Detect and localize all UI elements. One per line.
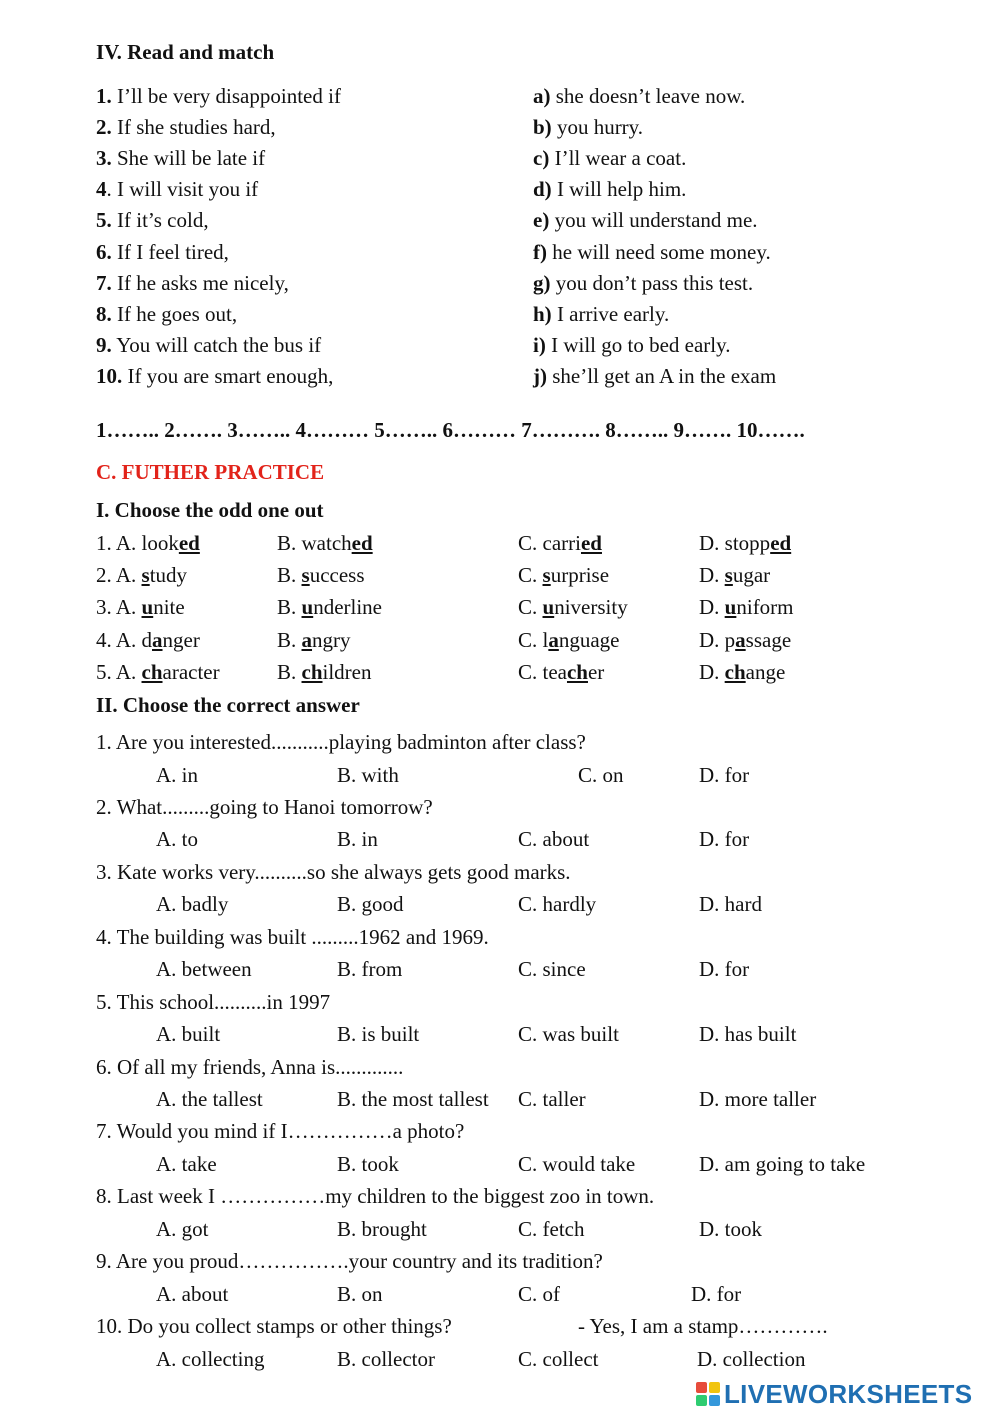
answer-option[interactable]: A. in — [156, 762, 198, 787]
answer-option[interactable]: C. of — [518, 1281, 560, 1306]
answer-option[interactable]: C. taller — [518, 1087, 586, 1111]
answer-option[interactable]: B. brought — [337, 1216, 427, 1241]
word-suffix: urprise — [550, 563, 610, 588]
word-prefix: D. — [699, 659, 725, 684]
word-prefix: C. tea — [518, 659, 567, 684]
word-prefix: B. — [277, 595, 302, 620]
answer-option[interactable]: B. on — [337, 1281, 383, 1306]
word-prefix: C. l — [518, 627, 549, 652]
odd-one-out-option — [518, 660, 604, 684]
answer-option[interactable]: B. good — [337, 892, 404, 917]
word-suffix: ildren — [322, 659, 372, 684]
answer-option[interactable]: C. since — [518, 957, 586, 982]
word-suffix: ssage — [745, 627, 792, 652]
word-suffix: ugar — [732, 563, 771, 588]
answer-option[interactable]: A. to — [156, 827, 198, 852]
item-letter: c) — [533, 146, 550, 171]
underlined-sound — [152, 628, 163, 652]
underlined-sound — [735, 628, 746, 652]
item-letter: f) — [533, 239, 547, 264]
item-number: 2. — [96, 115, 112, 140]
item-letter: i) — [533, 332, 546, 357]
sound-letters: a — [548, 627, 559, 652]
sound-letters: ch — [141, 659, 163, 684]
word-suffix: uccess — [309, 563, 365, 588]
logo-square — [709, 1382, 720, 1393]
sound-letters: a — [301, 627, 313, 652]
word-suffix: tudy — [149, 563, 188, 588]
match-right-item — [533, 271, 753, 295]
word-suffix: niversity — [554, 595, 628, 620]
match-left-item — [96, 271, 289, 295]
underlined-sound — [548, 628, 559, 652]
item-number: 8. — [96, 301, 112, 326]
word-prefix: C. — [518, 563, 543, 588]
match-right-item — [533, 146, 686, 170]
item-letter: d) — [533, 177, 552, 202]
question-text: 10. Do you collect stamps or other things? — [96, 1314, 452, 1339]
item-text: I will go to bed early. — [545, 332, 731, 357]
word-prefix: 1. A. look — [96, 531, 179, 555]
answer-option[interactable]: B. in — [337, 827, 378, 852]
answer-option[interactable]: B. from — [337, 957, 403, 982]
section-title-correct-answer: II. Choose the correct answer — [96, 693, 360, 717]
answer-option[interactable]: B. took — [337, 1151, 399, 1176]
answer-option[interactable]: C. collect — [518, 1346, 599, 1371]
answer-option[interactable]: D. for — [699, 957, 750, 982]
sound-letters: u — [724, 595, 737, 620]
item-letter: a) — [533, 84, 551, 108]
odd-one-out-option — [96, 531, 200, 555]
odd-one-out-option — [96, 628, 200, 652]
item-letter: e) — [533, 208, 550, 233]
sound-letters: u — [301, 595, 314, 620]
odd-one-out-option — [277, 628, 351, 652]
odd-one-out-option — [699, 531, 791, 555]
item-text: you will understand me. — [549, 208, 758, 233]
answer-option[interactable]: A. got — [156, 1216, 209, 1241]
underlined-sound — [581, 531, 602, 555]
item-text: If she studies hard, — [111, 115, 276, 140]
answer-option[interactable]: B. is built — [337, 1022, 420, 1047]
sound-letters: ed — [178, 531, 200, 555]
match-left-item — [96, 177, 258, 201]
section-title-read-and-match: IV. Read and match — [96, 40, 275, 64]
section-title-further-practice: C. FUTHER PRACTICE — [96, 460, 325, 484]
answer-line: 1…….. 2……. 3…….. 4……… 5…….. 6……… 7………. 8…….. 9……. 10……. — [96, 418, 805, 442]
word-suffix: nderline — [313, 595, 383, 620]
underlined-sound — [302, 660, 323, 684]
match-left-item — [96, 84, 341, 108]
odd-one-out-option — [277, 660, 372, 684]
answer-option[interactable]: A. built — [156, 1022, 221, 1047]
sound-letters: ch — [566, 659, 588, 684]
match-left-item — [96, 115, 276, 139]
answer-option[interactable]: C. on — [578, 762, 624, 787]
word-prefix: 5. A. — [96, 659, 142, 684]
match-right-item — [533, 84, 745, 108]
question-text: 9. Are you proud…………….your country and its tradition? — [96, 1249, 603, 1274]
word-suffix: nite — [153, 595, 185, 620]
item-number: 6. — [96, 239, 112, 264]
underlined-sound — [770, 531, 791, 555]
logo-square — [696, 1382, 707, 1393]
match-left-item — [96, 240, 229, 264]
answer-option[interactable]: C. was built — [518, 1022, 619, 1047]
match-right-item — [533, 302, 669, 326]
match-left-item — [96, 364, 333, 388]
word-suffix: ange — [745, 659, 786, 684]
item-text: I’ll wear a coat. — [549, 146, 687, 171]
sound-letters: ed — [580, 531, 602, 555]
underlined-sound — [142, 660, 163, 684]
word-suffix: aracter — [162, 659, 220, 684]
sound-letters: a — [152, 627, 163, 652]
logo-square — [709, 1395, 720, 1406]
word-prefix: D. — [699, 595, 725, 620]
answer-option[interactable]: C. fetch — [518, 1216, 585, 1241]
word-suffix: nger — [162, 627, 200, 652]
underlined-sound — [352, 531, 373, 555]
odd-one-out-option — [518, 563, 609, 587]
item-text: If he asks me nicely, — [111, 270, 289, 295]
word-prefix: D. p — [699, 627, 736, 652]
word-suffix: ngry — [312, 627, 351, 652]
underlined-sound — [567, 660, 588, 684]
question-text: 3. Kate works very..........so she always gets good marks. — [96, 859, 571, 884]
question-text: 1. Are you interested...........playing badminton after class? — [96, 730, 586, 754]
answer-option[interactable]: B. the most tallest — [337, 1087, 489, 1111]
match-right-item — [533, 115, 643, 139]
sound-letters: ch — [301, 659, 323, 684]
answer-option[interactable]: B. with — [337, 762, 399, 787]
underlined-sound — [543, 595, 555, 619]
question-text: 5. This school..........in 1997 — [96, 989, 331, 1014]
answer-option[interactable]: D. for — [691, 1281, 742, 1306]
item-text: she’ll get an A in the exam — [547, 363, 777, 388]
odd-one-out-option — [518, 531, 602, 555]
answer-option[interactable]: B. collector — [337, 1346, 435, 1371]
item-text: She will be late if — [111, 146, 266, 171]
odd-one-out-option — [96, 595, 185, 619]
answer-option[interactable]: A. take — [156, 1151, 217, 1176]
item-number: 4 — [96, 177, 107, 202]
item-letter: h) — [533, 301, 552, 326]
match-right-item — [533, 208, 758, 232]
answer-option[interactable]: D. collection — [697, 1346, 806, 1371]
item-text: If I feel tired, — [111, 239, 229, 264]
answer-option[interactable]: A. badly — [156, 892, 229, 917]
odd-one-out-option — [277, 531, 373, 555]
word-prefix: D. stopp — [699, 531, 771, 555]
item-text: I’ll be very disappointed if — [111, 84, 341, 108]
word-prefix: 4. A. d — [96, 627, 153, 652]
underlined-sound — [142, 595, 154, 619]
question-text: 8. Last week I ……………my children to the biggest zoo in town. — [96, 1184, 655, 1209]
sound-letters: ch — [724, 659, 746, 684]
item-text: you don’t pass this test. — [550, 270, 754, 295]
word-suffix: nguage — [558, 627, 620, 652]
sound-letters: u — [141, 595, 154, 620]
answer-option[interactable]: D. has built — [699, 1022, 797, 1047]
sound-letters: s — [542, 563, 551, 588]
logo-square — [696, 1395, 707, 1406]
answer-option[interactable]: C. hardly — [518, 892, 597, 917]
section-title-odd-one-out: I. Choose the odd one out — [96, 498, 324, 522]
sound-letters: s — [301, 563, 310, 588]
word-prefix: C. — [518, 595, 543, 620]
answer-option[interactable]: D. more taller — [699, 1087, 817, 1111]
underlined-sound — [302, 595, 314, 619]
item-text: If he goes out, — [111, 301, 238, 326]
question-text: 7. Would you mind if I……………a photo? — [96, 1119, 465, 1144]
item-text: . I will visit you if — [106, 177, 259, 202]
answer-option[interactable]: D. for — [699, 762, 750, 787]
brand-name: LIVEWORKSHEETS — [724, 1378, 973, 1409]
liveworksheets-logo — [696, 1379, 972, 1409]
odd-one-out-option — [699, 660, 785, 684]
question-response-text: - Yes, I am a stamp…………. — [578, 1314, 828, 1339]
item-text: If you are smart enough, — [122, 363, 334, 388]
item-number: 3. — [96, 146, 112, 171]
match-right-item — [533, 240, 771, 264]
match-left-item — [96, 302, 237, 326]
word-prefix: D. — [699, 563, 725, 588]
odd-one-out-option — [699, 628, 791, 652]
item-text: I arrive early. — [551, 301, 670, 326]
word-prefix: B. watch — [277, 531, 352, 555]
word-prefix: B. — [277, 659, 302, 684]
match-right-item — [533, 364, 776, 388]
item-number: 5. — [96, 208, 112, 233]
underlined-sound — [725, 660, 746, 684]
match-left-item — [96, 146, 265, 170]
answer-option[interactable]: C. about — [518, 827, 590, 852]
word-prefix: C. carri — [518, 531, 581, 555]
sound-letters: s — [141, 563, 150, 588]
item-number: 7. — [96, 270, 112, 295]
odd-one-out-option — [518, 595, 628, 619]
item-letter: j) — [533, 363, 547, 388]
answer-option[interactable]: A. about — [156, 1281, 229, 1306]
item-text: you hurry. — [551, 115, 644, 140]
underlined-sound — [302, 563, 310, 587]
word-suffix: er — [587, 659, 605, 684]
underlined-sound — [142, 563, 150, 587]
answer-option[interactable]: C. would take — [518, 1151, 636, 1176]
question-text: 2. What.........going to Hanoi tomorrow? — [96, 794, 433, 819]
odd-one-out-option — [699, 595, 794, 619]
sound-letters: a — [735, 627, 746, 652]
odd-one-out-option — [96, 563, 187, 587]
odd-one-out-option — [277, 595, 382, 619]
word-suffix: niform — [736, 595, 794, 620]
word-prefix: B. — [277, 563, 302, 588]
item-letter: g) — [533, 270, 551, 295]
word-prefix: 2. A. — [96, 563, 142, 588]
underlined-sound — [543, 563, 551, 587]
match-left-item — [96, 333, 321, 357]
sound-letters: s — [724, 563, 733, 588]
odd-one-out-option — [518, 628, 620, 652]
answer-option[interactable]: D. for — [699, 827, 750, 852]
answer-option[interactable]: D. hard — [699, 892, 762, 917]
underlined-sound — [302, 628, 313, 652]
item-text: I will help him. — [551, 177, 687, 202]
underlined-sound — [725, 563, 733, 587]
liveworksheets-icon — [696, 1382, 720, 1406]
answer-option[interactable]: D. am going to take — [699, 1151, 866, 1176]
underlined-sound — [179, 531, 200, 555]
odd-one-out-option — [277, 563, 365, 587]
item-number: 10. — [96, 363, 123, 388]
odd-one-out-option — [699, 563, 770, 587]
odd-one-out-option — [96, 660, 220, 684]
sound-letters: ed — [351, 531, 373, 555]
item-text: he will need some money. — [547, 239, 771, 264]
question-text: 6. Of all my friends, Anna is............. — [96, 1054, 404, 1079]
answer-option[interactable]: A. collecting — [156, 1346, 265, 1371]
answer-option[interactable]: A. the tallest — [156, 1087, 263, 1111]
item-text: You will catch the bus if — [111, 332, 322, 357]
question-text: 4. The building was built .........1962 and 1969. — [96, 924, 489, 949]
item-number: 1. — [96, 84, 112, 108]
word-prefix: B. — [277, 627, 302, 652]
match-right-item — [533, 177, 686, 201]
match-left-item — [96, 208, 209, 232]
answer-option[interactable]: A. between — [156, 957, 252, 982]
item-text: she doesn’t leave now. — [550, 84, 746, 108]
sound-letters: u — [542, 595, 555, 620]
sound-letters: ed — [770, 531, 792, 555]
word-prefix: 3. A. — [96, 595, 142, 620]
item-number: 9. — [96, 332, 112, 357]
item-letter: b) — [533, 115, 552, 140]
match-right-item — [533, 333, 731, 357]
underlined-sound — [725, 595, 737, 619]
answer-option[interactable]: D. took — [699, 1216, 762, 1241]
item-text: If it’s cold, — [111, 208, 209, 233]
